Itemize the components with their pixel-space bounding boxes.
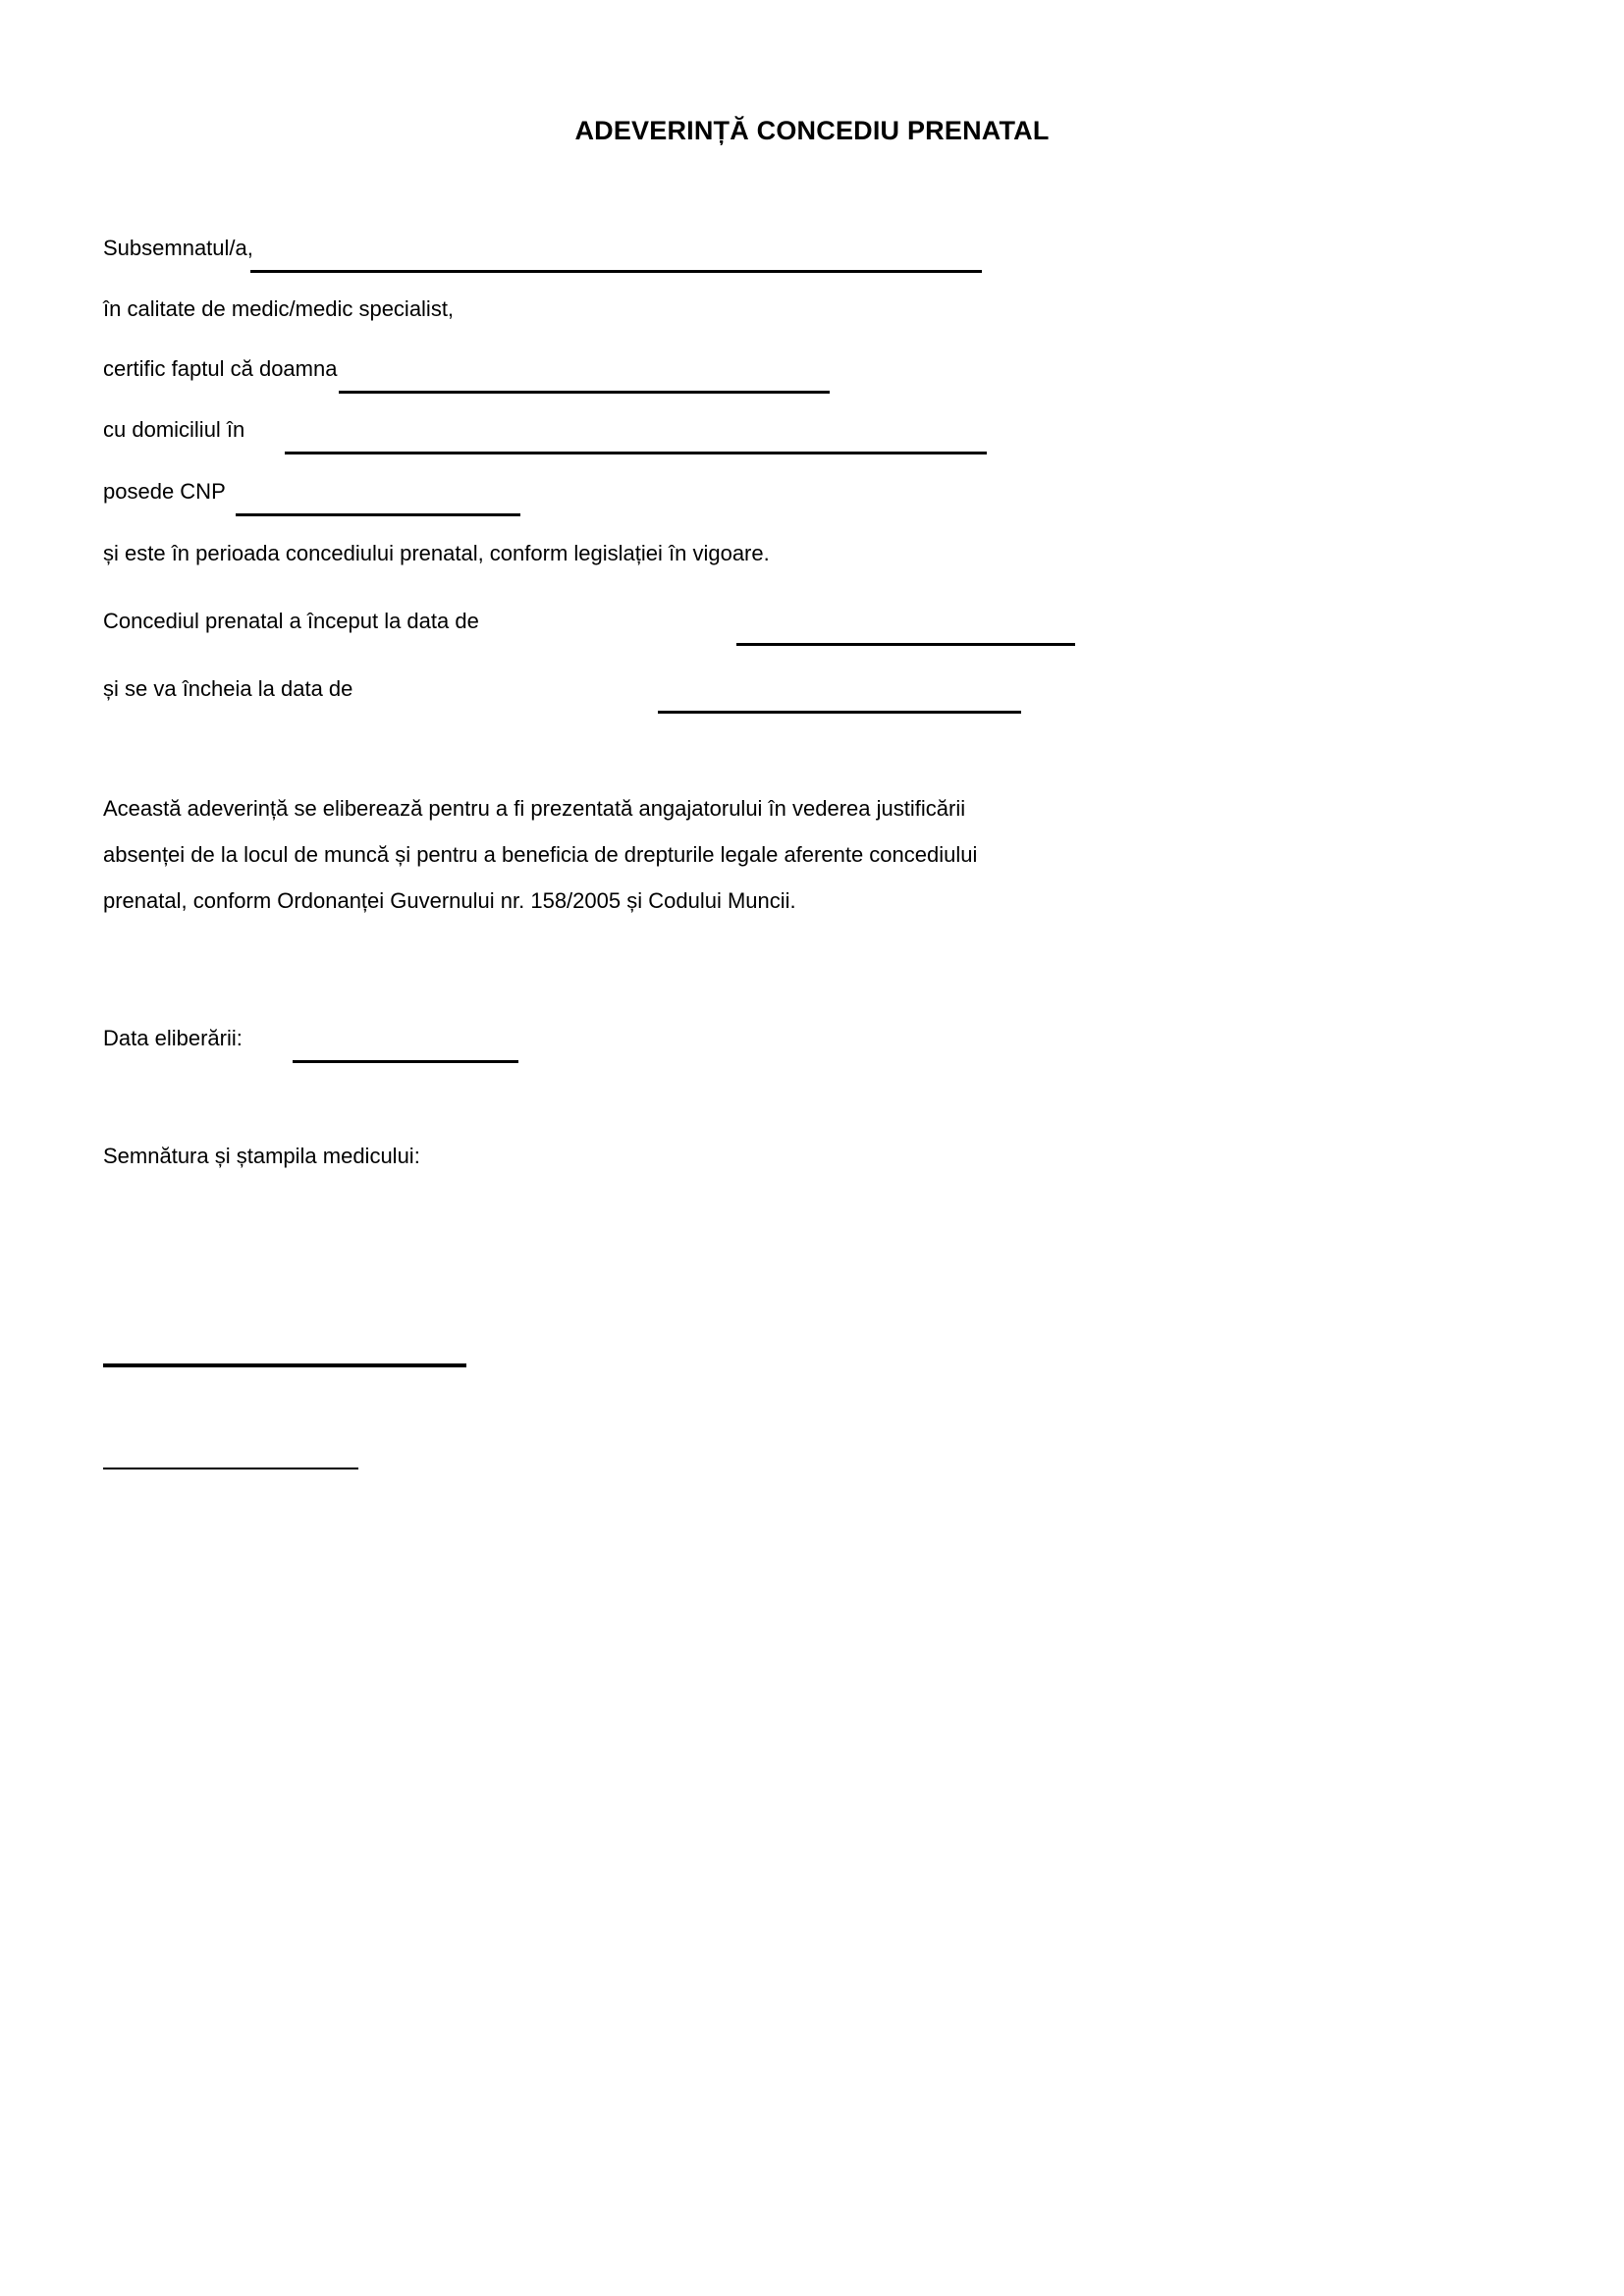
- blank-semnatura-line-2[interactable]: [103, 1468, 358, 1469]
- field-label-data-incheiere: și se va încheia la data de: [103, 676, 353, 701]
- blank-domiciliu[interactable]: [285, 452, 987, 454]
- paragraph-line: Această adeverință se eliberează pentru a fi prezentată angajatorului în vederea justificării: [103, 796, 966, 821]
- field-label-cnp: posede CNP: [103, 479, 226, 504]
- field-label-data-eliberarii: Data eliberării:: [103, 1026, 243, 1050]
- blank-data-eliberarii[interactable]: [293, 1060, 518, 1063]
- statement-perioada: și este în perioada concediului prenatal, conform legislației în vigoare.: [103, 541, 770, 565]
- blank-data-inceput[interactable]: [736, 643, 1075, 646]
- blank-data-incheiere[interactable]: [658, 711, 1021, 714]
- page-title: ADEVERINȚĂ CONCEDIU PRENATAL: [574, 116, 1050, 145]
- blank-semnatura-line-1[interactable]: [103, 1363, 466, 1367]
- blank-cnp[interactable]: [236, 513, 520, 516]
- field-label-certific-doamna: certific faptul că doamna: [103, 356, 338, 381]
- field-label-calitate: în calitate de medic/medic specialist,: [103, 296, 455, 321]
- paragraph-line: prenatal, conform Ordonanței Guvernului nr. 158/2005 și Codului Muncii.: [103, 888, 796, 913]
- field-label-data-inceput: Concediul prenatal a început la data de: [103, 609, 479, 633]
- blank-doamna[interactable]: [339, 391, 830, 394]
- field-label-semnatura: Semnătura și ștampila medicului:: [103, 1144, 420, 1168]
- explanatory-paragraph: [103, 785, 1380, 924]
- field-label-subsemnatul: Subsemnatul/a,: [103, 236, 253, 260]
- blank-subsemnatul[interactable]: [250, 270, 982, 273]
- field-label-domiciliu: cu domiciliul în: [103, 417, 245, 442]
- paragraph-line: absenței de la locul de muncă și pentru a beneficia de drepturile legale aferente concediului: [103, 842, 978, 867]
